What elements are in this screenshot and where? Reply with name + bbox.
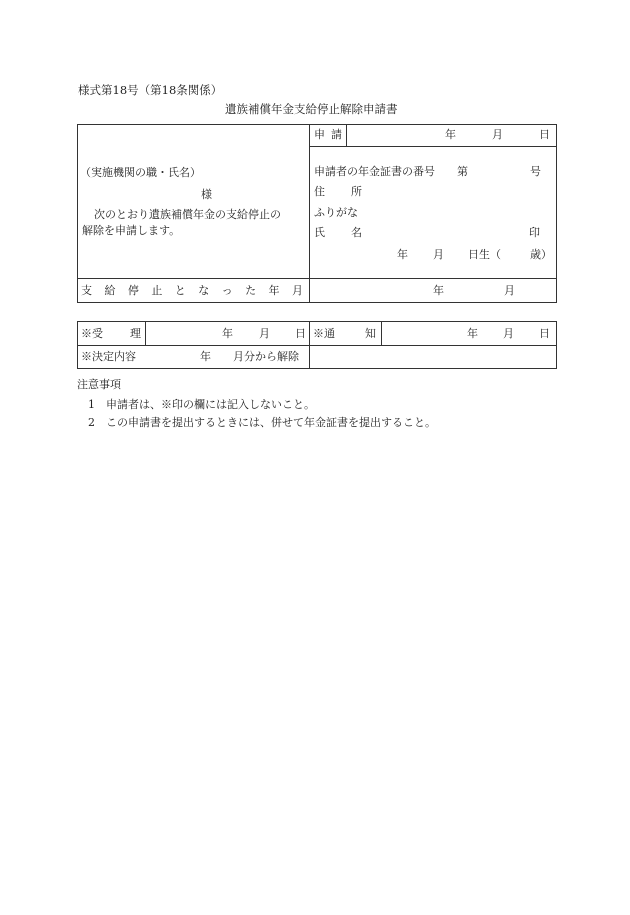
receipt-label-char: 理	[130, 327, 141, 340]
form-number: 様式第18号（第18条関係）	[78, 83, 223, 97]
table-divider	[145, 321, 146, 345]
decision-label: ※決定内容	[81, 350, 136, 363]
age: 歳）	[530, 248, 552, 261]
notice-label-char: ※通	[313, 327, 335, 340]
certificate-prefix: 第	[457, 165, 468, 178]
note-text: 申請者は、※印の欄には記入しないこと。	[106, 398, 315, 411]
birth-day: 日生（	[468, 248, 501, 261]
name-label-char: 名	[351, 226, 362, 239]
suspension-label-char: と	[174, 284, 186, 297]
receipt-label-char: ※受	[81, 327, 103, 340]
note-number: 2	[88, 416, 95, 429]
statement-line-2: 解除を申請します。	[82, 224, 181, 237]
application-label	[314, 129, 342, 140]
honorific: 様	[201, 188, 212, 201]
suspension-label	[81, 285, 303, 296]
form-title: 遺族補償年金支給停止解除申請書	[225, 102, 398, 116]
receipt-month: 月	[259, 327, 270, 340]
receipt-label	[81, 328, 141, 339]
notice-label-char: 知	[365, 327, 376, 340]
table-divider	[309, 124, 310, 303]
address-label-char: 住	[314, 185, 325, 198]
table-divider	[309, 321, 310, 369]
application-year: 年	[445, 128, 456, 141]
suspension-label-char: 支	[81, 284, 92, 297]
seal-mark: 印	[529, 226, 540, 239]
name-label-char: 氏	[314, 226, 325, 239]
statement-line-1: 次のとおり遺族補償年金の支給停止の	[94, 208, 281, 221]
note-number: 1	[88, 398, 95, 411]
birth-year: 年	[397, 248, 408, 261]
notes-heading: 注意事項	[77, 378, 121, 391]
application-label-char: 請	[331, 128, 342, 141]
table-divider	[77, 345, 557, 346]
note-text: この申請書を提出するときには、併せて年金証書を提出すること。	[106, 416, 436, 429]
certificate-suffix: 号	[530, 165, 541, 178]
name-label	[314, 227, 362, 238]
notice-label	[313, 328, 376, 339]
certificate-number-label: 申請者の年金証書の番号	[314, 165, 435, 178]
suspension-label-char: 月	[291, 284, 303, 297]
suspension-label-char: 給	[104, 284, 116, 297]
notice-year: 年	[467, 327, 478, 340]
decision-year: 年	[200, 350, 211, 363]
table-divider	[309, 146, 557, 147]
application-label-char: 申	[314, 128, 325, 141]
table-divider	[346, 124, 347, 146]
notice-day: 日	[539, 327, 550, 340]
decision-text: 月分から解除	[233, 350, 299, 363]
birth-month: 月	[433, 248, 444, 261]
suspension-label-char: な	[198, 284, 210, 297]
application-day: 日	[539, 128, 550, 141]
table-divider	[77, 278, 557, 279]
suspension-label-char: た	[245, 284, 257, 297]
suspension-label-char: っ	[221, 284, 233, 297]
address-label-char: 所	[351, 185, 362, 198]
suspension-label-char: 止	[151, 284, 163, 297]
addressee-label: （実施機関の職・氏名）	[80, 166, 201, 179]
suspension-year: 年	[433, 284, 444, 297]
receipt-day: 日	[295, 327, 306, 340]
receipt-year: 年	[222, 327, 233, 340]
address-label	[314, 186, 362, 197]
notice-month: 月	[503, 327, 514, 340]
furigana-label: ふりがな	[314, 206, 358, 219]
table-divider	[381, 321, 382, 345]
application-month: 月	[492, 128, 503, 141]
suspension-label-char: 停	[127, 284, 139, 297]
suspension-month: 月	[504, 284, 515, 297]
suspension-label-char: 年	[268, 284, 280, 297]
